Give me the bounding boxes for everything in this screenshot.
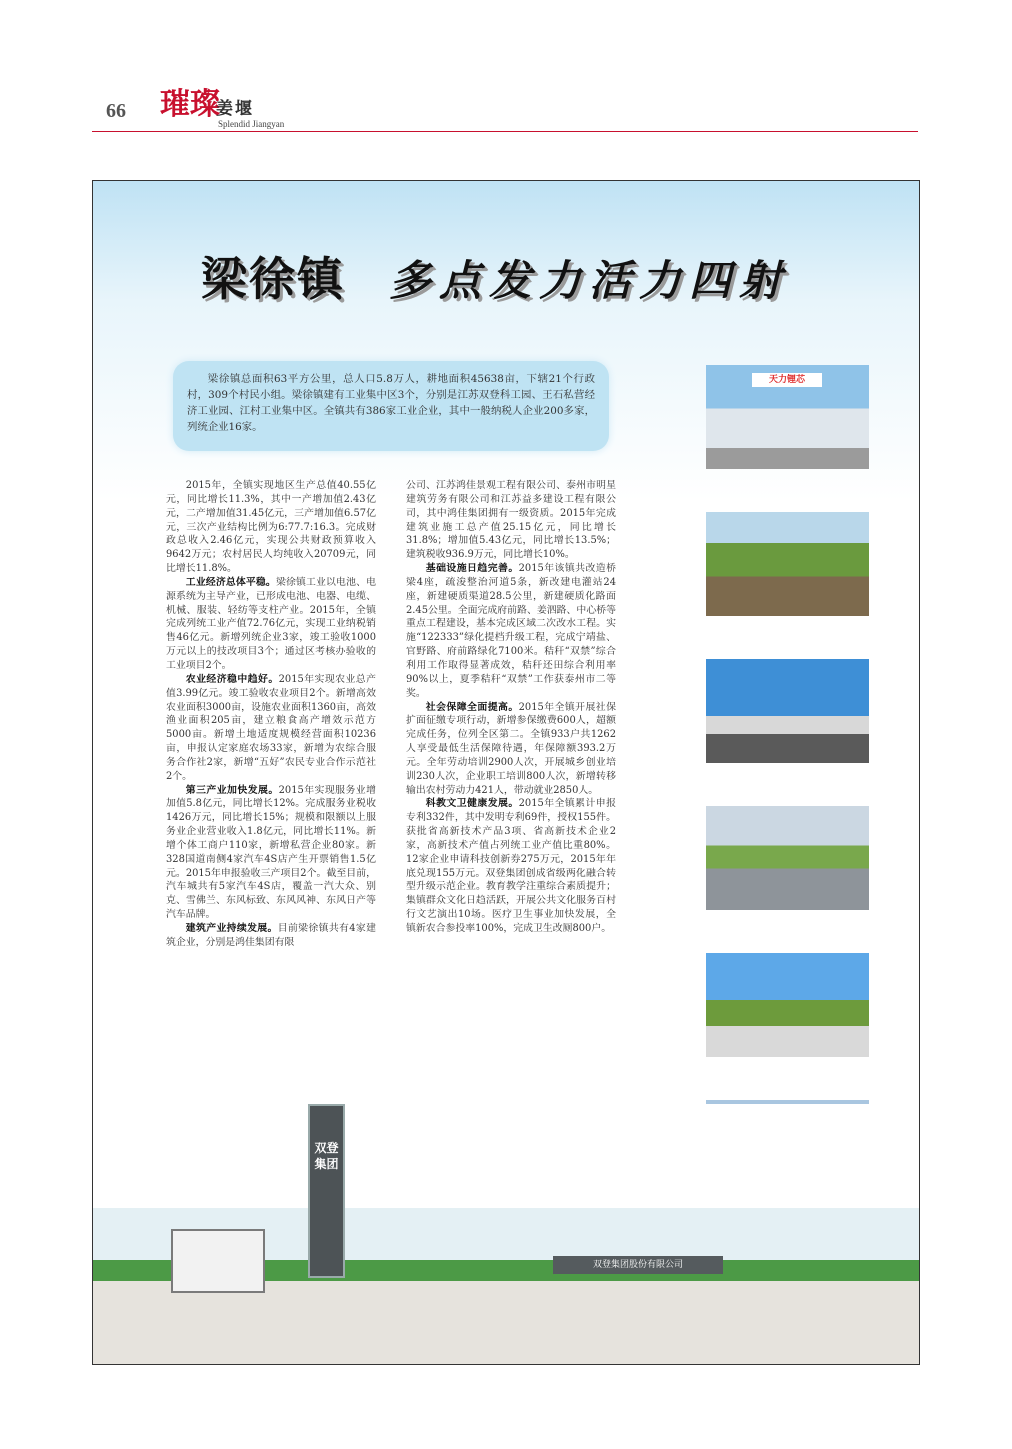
intro-box: 梁徐镇总面积63平方公里，总人口5.8万人，耕地面积45638亩，下辖21个行政村，309个村民小组。梁徐镇建有工业集中区3个，分别是江苏双登科工园、王石私营经济工业园、江村工业集中区。全镇共有386家工业企业，其中一般纳税人企业200多家，列统企业16家。	[173, 361, 609, 451]
paragraph: 公司、江苏鸿佳景观工程有限公司、泰州市明星建筑劳务有限公司和江苏益多建设工程有限公司，其中鸿佳集团拥有一级资质。2015年完成建筑业施工总产值25.15亿元，同比增长31.8%；增加值5.43亿元，同比增长13.5%；建筑税收936.9万元，同比增长10%。	[406, 480, 616, 561]
company-sign: 双登集团股份有限公司	[553, 1256, 723, 1274]
masthead	[160, 87, 285, 129]
title-main: 梁徐镇	[201, 252, 345, 306]
photo-column	[706, 365, 869, 1204]
masthead-english: Splendid Jiangyan	[218, 119, 285, 129]
gatehouse	[171, 1229, 265, 1293]
page-number: 66	[106, 100, 126, 122]
section-heading: 建筑产业持续发展。	[185, 923, 278, 934]
masthead-sub	[216, 94, 284, 129]
paragraph: 2015年，全镇实现地区生产总值40.55亿元，同比增长11.3%，其中一产增加值2.43亿元，二产增加值31.45亿元，三产增加值6.57亿元，三次产业结构比例为6:77.7:16.3。完成财政总收入2.46亿元，实现公共财政预算收入9642万元；农村居民人均纯收入20709元，同比增长11.8%。	[166, 480, 376, 575]
section-heading: 工业经济总体平稳。	[185, 576, 276, 588]
photo-car-dealership	[706, 659, 869, 763]
section-heading: 社会保障全面提高。	[425, 701, 519, 713]
title-sub: 多点发力活力四射	[389, 256, 790, 305]
paragraph: 建筑产业持续发展。目前梁徐镇共有4家建筑企业，分别是鸿佳集团有限	[166, 923, 376, 948]
section-heading: 第三产业加快发展。	[185, 784, 279, 796]
section-heading: 基础设施日趋完善。	[425, 563, 519, 575]
paragraph: 农业经济稳中趋好。2015年实现农业总产值3.99亿元。竣工验收农业项目2个。新增高效农业面积3000亩，设施农业面积1360亩，高效渔业面积205亩，建立粮食高产增效示范方5000亩。新增土地适度规模经营面积10236亩，申报认定家庭农场33家，新增为农综合服务合作社2家，新增“五好”农民专业合作示范社2个。	[166, 673, 376, 782]
masthead-brand: 璀璨	[160, 87, 220, 122]
column-2	[406, 479, 616, 936]
paragraph: 基础设施日趋完善。2015年该镇共改造桥梁4座，疏浚整治河道5条，新改建电灌站24座，新建硬质渠道28.5公里，新建硬质化路面2.45公里。全面完成府前路、姜泗路、中心桥等重点工程建设，基本完成区域二次改水工程。实施“122333”绿化提档升级工程，完成宁靖盐、官野路、府前路绿化7100米。秸秆“双禁”综合利用工作取得显著成效，秸秆还田综合利用率90%以上，夏季秸秆“双禁”工作获泰州市二等奖。	[406, 563, 616, 699]
masthead-region: 姜堰	[216, 99, 254, 119]
photo-cultural-center	[706, 953, 869, 1057]
section-heading: 农业经济稳中趋好。	[185, 673, 279, 685]
header-rule	[92, 131, 918, 132]
column-1	[166, 479, 376, 950]
paragraph: 社会保障全面提高。2015年全镇开展社保扩面征缴专项行动，新增参保缴费600人，超额完成任务，位列全区第二。全镇933户共1262人享受最低生活保障待遇，年保障额393.2万元。全年劳动培训2900人次，开展城乡创业培训230人次，企业职工培训800人次，新增转移输出农村劳动力421人，带动就业2850人。	[406, 701, 616, 796]
photo-tractor	[706, 512, 869, 616]
article-frame	[92, 180, 920, 1365]
company-tower	[308, 1104, 345, 1278]
article-title	[201, 243, 841, 309]
factory-sign: 天力锂芯	[752, 373, 822, 387]
paragraph: 第三产业加快发展。2015年实现服务业增加值5.8亿元，同比增长12%。完成服务业税收1426万元，同比增长15%；规模和限额以上服务业企业营业收入1.8亿元，同比增长11%。新增个体工商户110家，新增私营企业80家。新328国道南侧4家汽车4S店产生开票销售1.5亿元。2015年申报验收三产项目2个。截至目前，汽车城共有5家汽车4S店，覆盖一汽大众、别克、雪佛兰、东风标致、东风风神、东风日产等汽车品牌。	[166, 784, 376, 921]
tower-text: 双登集团	[314, 1141, 339, 1171]
photo-factory	[706, 365, 869, 469]
paragraph: 科教文卫健康发展。2015年全镇累计申报专利332件，其中发明专利69件，授权155件。获批省高新技术产品3项、省高新技术企业2家，高新技术产值占列统工业产值比重80%。12家企业申请科技创新券275万元，2015年年底兑现155万元。双登集团创成省级两化融合转型升级示范企业。教育教学注重综合素质提升；集镇群众文化日趋活跃，开展公共文化服务百村行文艺演出10场。医疗卫生事业加快发展，全镇新农合参投率100%，完成卫生改厕800户。	[406, 798, 616, 934]
paragraph: 工业经济总体平稳。梁徐镇工业以电池、电源系统为主导产业，已形成电池、电器、电缆、机械、服装、轻纺等支柱产业。2015年，全镇完成列统工业产值72.76亿元，实现工业纳税销售46亿元。新增列统企业3家，竣工验收1000万元以上的技改项目3个；通过区考核办验收的工业项目2个。	[166, 576, 376, 671]
photo-highway	[706, 806, 869, 910]
photo-company-gate	[93, 1104, 919, 1364]
section-heading: 科教文卫健康发展。	[425, 798, 519, 810]
